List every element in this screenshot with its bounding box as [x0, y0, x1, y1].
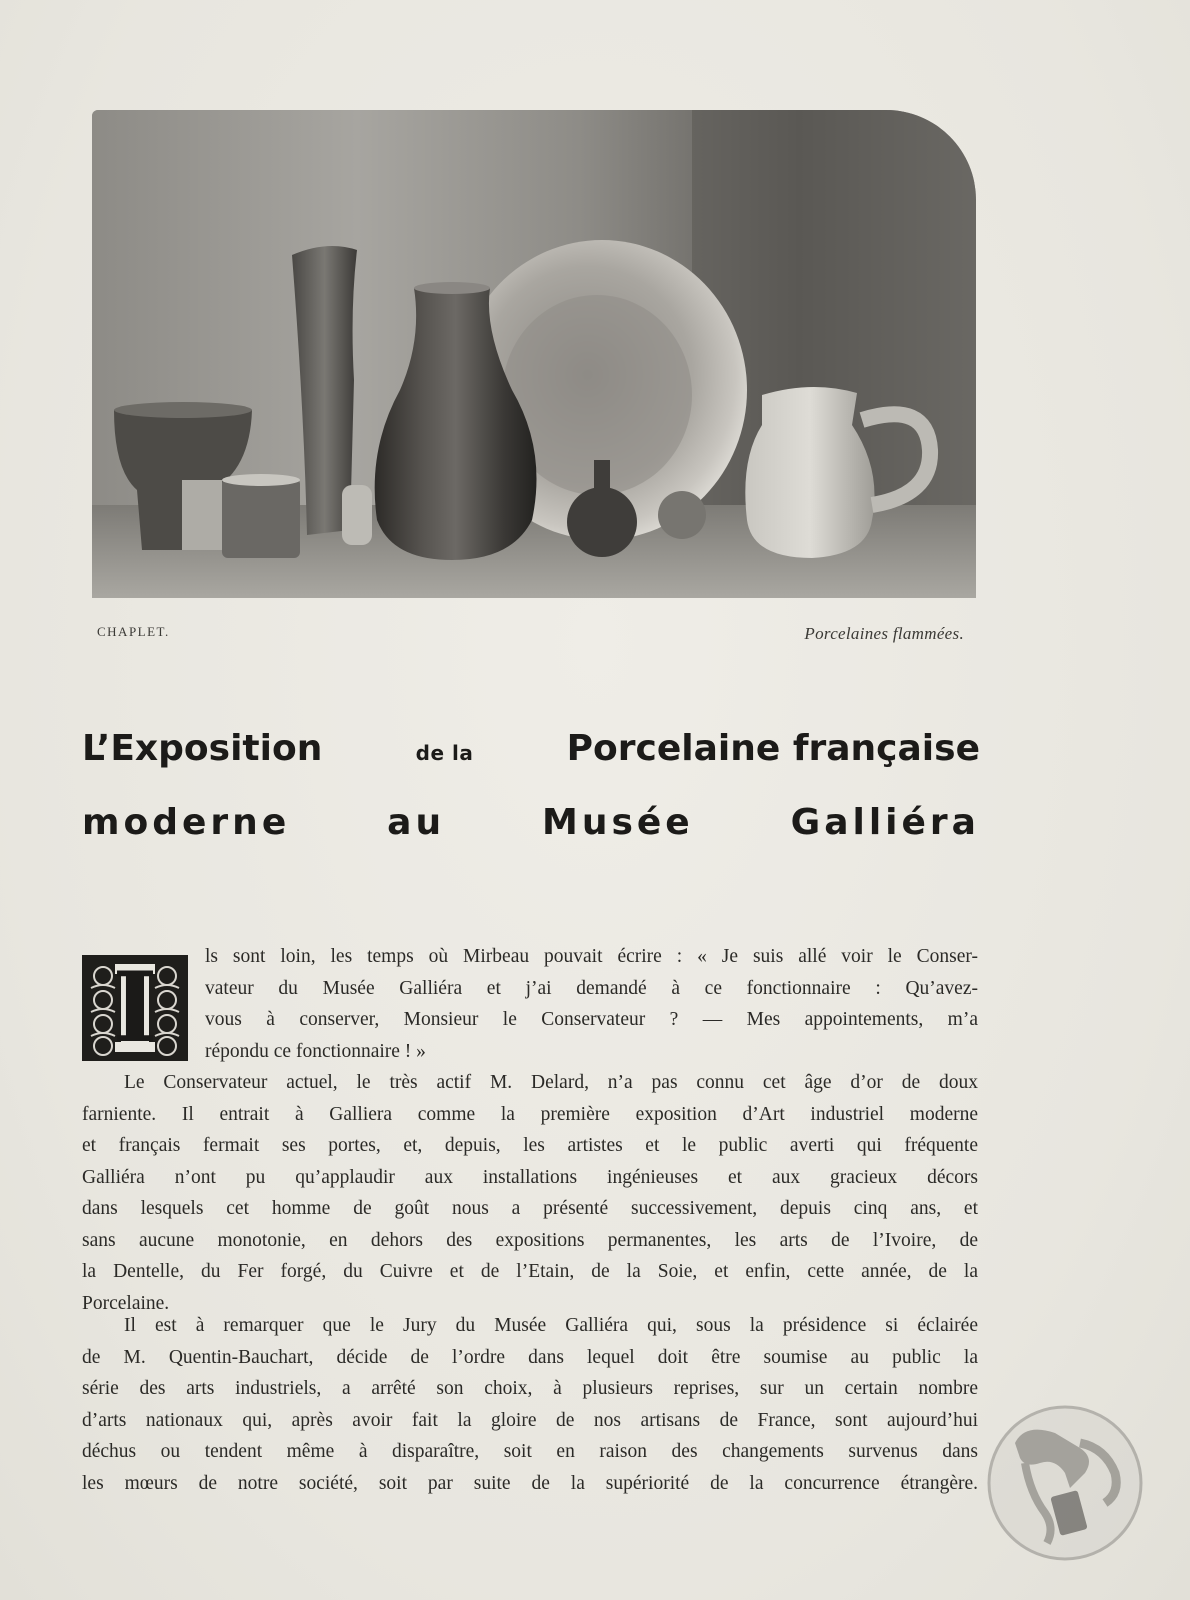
text-line: série des arts industriels, a arrêté son choix, à plusieurs reprises, sur un certain nombre — [82, 1378, 978, 1399]
article-title-line-1 — [82, 728, 980, 769]
text-line: dans lesquels cet homme de goût nous a présenté successivement, depuis cinq ans, et — [82, 1198, 978, 1219]
text-line: Porcelaine. — [82, 1292, 170, 1314]
text-line: les mœurs de notre société, soit par suite de la supériorité de la concurrence étrangère. — [82, 1472, 978, 1494]
ceramics-photograph — [92, 110, 976, 598]
text-line: de M. Quentin-Bauchart, décide de l’ordre dans lequel doit être soumise au public la — [82, 1346, 978, 1368]
text-line: Le Conservateur actuel, le très actif M. Delard, n’a pas connu cet âge d’or de doux — [124, 1072, 978, 1093]
text-line: et français fermait ses portes, et, depuis, les artistes et le public averti qui fréquente — [82, 1135, 978, 1156]
article-title-line-2 — [82, 802, 980, 843]
photo-caption-title: Porcelaines flammées. — [804, 624, 964, 643]
title-word-exposition: L’Exposition — [82, 728, 323, 769]
title-word-de-la: de la — [415, 741, 474, 765]
title-word: Musée — [542, 802, 694, 843]
title-word: au — [387, 802, 446, 843]
library-stamp-watermark — [985, 1403, 1145, 1563]
title-word: moderne — [82, 802, 291, 843]
text-line: vous à conserver, Monsieur le Conservateur ? — Mes appointements, m’a — [205, 1009, 978, 1030]
text-line: Il est à remarquer que le Jury du Musée Galliéra qui, sous la présidence si éclairée — [124, 1315, 978, 1336]
ceramics-illustration — [92, 110, 976, 598]
text-line: vateur du Musée Galliéra et j’ai demandé à ce fonctionnaire : Qu’avez- — [205, 977, 978, 999]
ornamental-drop-cap — [82, 955, 188, 1061]
paragraph-1 — [82, 1067, 978, 1319]
text-line: sans aucune monotonie, en dehors des expositions permanentes, les arts de l’Ivoire, de — [82, 1229, 978, 1251]
title-word: Galliéra — [790, 802, 980, 843]
text-line: ls sont loin, les temps où Mirbeau pouvait écrire : « Je suis allé voir le Conser- — [205, 946, 978, 967]
text-line: la Dentelle, du Fer forgé, du Cuivre et de l’Etain, de la Soie, et enfin, cette année, de la — [82, 1261, 978, 1282]
paragraph-2 — [82, 1310, 978, 1499]
text-line: d’arts nationaux qui, après avoir fait la gloire de nos artisans de France, sont aujourd’hui — [82, 1409, 978, 1431]
photo-caption-author: CHAPLET. — [97, 624, 170, 639]
text-line: déchus ou tendent même à disparaître, soit en raison des changements survenus dans — [82, 1441, 978, 1462]
drop-cap-letter: I — [112, 955, 158, 1061]
title-word-porcelaine: Porcelaine française — [566, 728, 980, 769]
text-line: farniente. Il entrait à Galliera comme la première exposition d’Art industriel moderne — [82, 1103, 978, 1125]
text-line: Galliéra n’ont pu qu’applaudir aux installations ingénieuses et aux gracieux décors — [82, 1166, 978, 1188]
text-line: répondu ce fonctionnaire ! » — [205, 1040, 426, 1062]
intro-paragraph — [205, 941, 978, 1067]
hand-holding-book-icon — [985, 1403, 1145, 1563]
